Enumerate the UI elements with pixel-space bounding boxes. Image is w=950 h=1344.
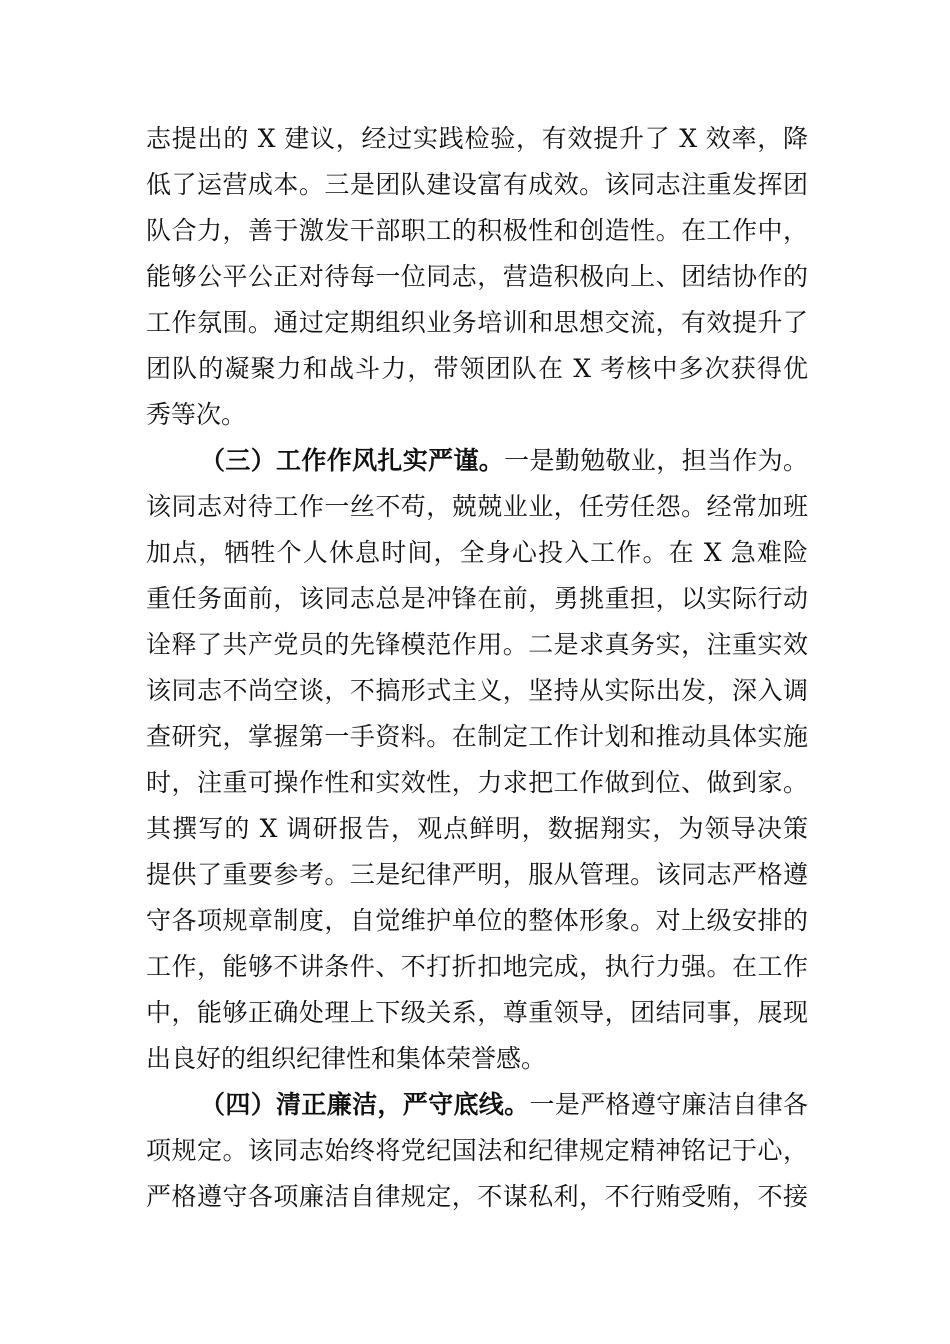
section-heading-line (146, 438, 808, 484)
text-line: 诠释了共产党员的先锋模范作用。二是求真务实，注重实效 (146, 630, 808, 659)
text-line: 出良好的组织纪律性和集体荣誉感。 (146, 1044, 547, 1073)
text-line: 严格遵守各项廉洁自律规定，不谋私利，不行贿受贿，不接 (146, 1182, 808, 1211)
body-text (146, 116, 808, 1220)
text-line: 志提出的 X 建议，经过实践检验，有效提升了 X 效率，降 (146, 124, 808, 153)
section-heading: （三）工作作风扎实严谨。 (200, 446, 505, 475)
text-line: 项规定。该同志始终将党纪国法和纪律规定精神铭记于心， (146, 1136, 808, 1165)
text-line: 该同志对待工作一丝不苟，兢兢业业，任劳任怨。经常加班 (146, 492, 808, 521)
text-line: 时，注重可操作性和实效性，力求把工作做到位、做到家。 (146, 768, 808, 797)
text-line: 秀等次。 (146, 400, 247, 429)
text-line: 守各项规章制度，自觉维护单位的整体形象。对上级安排的 (146, 906, 808, 935)
text-line: 队合力，善于激发干部职工的积极性和创造性。在工作中， (146, 216, 808, 245)
text-line: 加点，牺牲个人休息时间，全身心投入工作。在 X 急难险 (146, 538, 808, 567)
text-line: 能够公平公正对待每一位同志，营造积极向上、团结协作的 (146, 262, 808, 291)
text-line: 低了运营成本。三是团队建设富有成效。该同志注重发挥团 (146, 170, 808, 199)
text-line: 该同志不尚空谈，不搞形式主义，坚持从实际出发，深入调 (146, 676, 808, 705)
text-line: 提供了重要参考。三是纪律严明，服从管理。该同志严格遵 (146, 860, 808, 889)
text-line: 中，能够正确处理上下级关系，尊重领导，团结同事，展现 (146, 998, 808, 1027)
section-heading-line (146, 1082, 808, 1128)
text-line: 其撰写的 X 调研报告，观点鲜明，数据翔实，为领导决策 (146, 814, 808, 843)
text-line: 重任务面前，该同志总是冲锋在前，勇挑重担，以实际行动 (146, 584, 808, 613)
text-line: 查研究，掌握第一手资料。在制定工作计划和推动具体实施 (146, 722, 808, 751)
text-line: 工作，能够不讲条件、不打折扣地完成，执行力强。在工作 (146, 952, 808, 981)
section-heading-rest: 一是勤勉敬业，担当作为。 (504, 446, 808, 475)
text-line: 团队的凝聚力和战斗力，带领团队在 X 考核中多次获得优 (146, 354, 808, 383)
section-heading: （四）清正廉洁，严守底线。 (200, 1090, 530, 1119)
section-heading-rest: 一是严格遵守廉洁自律各 (529, 1090, 808, 1119)
text-line: 工作氛围。通过定期组织业务培训和思想交流，有效提升了 (146, 308, 808, 337)
